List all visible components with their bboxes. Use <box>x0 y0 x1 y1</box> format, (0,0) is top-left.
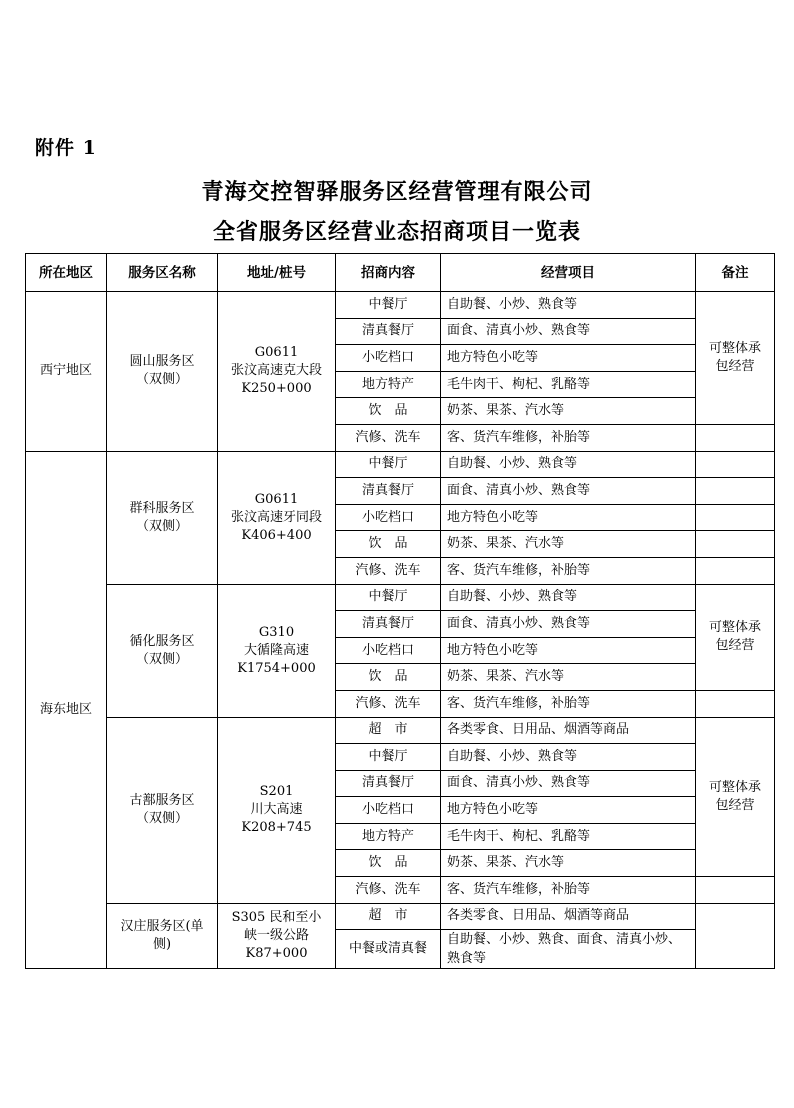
region-xining: 西宁地区 <box>39 363 92 379</box>
content-cell: 超 市 <box>336 903 441 930</box>
address-route: G0611 <box>254 491 299 507</box>
content-cell: 中餐厅 <box>336 292 441 319</box>
title-company: 青海交控智驿服务区经营管理有限公司 <box>201 179 593 205</box>
service-area-name: 群科服务区 <box>129 500 195 516</box>
project-cell: 各类零食、日用品、烟酒等商品 <box>441 903 696 930</box>
remark-line1: 可整体承 <box>708 340 761 356</box>
remark-empty <box>696 690 775 717</box>
content-cell: 中餐或清真餐 <box>336 930 441 969</box>
address-section: 大循隆高速 <box>243 642 309 658</box>
address-route: S201 <box>259 784 294 800</box>
service-area-name: 圆山服务区 <box>129 354 195 370</box>
project-cell: 地方特色小吃等 <box>441 637 696 664</box>
content-cell: 中餐厅 <box>336 584 441 611</box>
service-area-side: （双侧） <box>135 651 188 667</box>
remark-cell <box>696 292 775 425</box>
project-cell: 面食、清真小炒、熟食等 <box>441 611 696 638</box>
project-cell: 毛牛肉干、枸杞、乳酪等 <box>441 823 696 850</box>
address-stake: K1754+000 <box>237 660 316 676</box>
project-cell: 客、货汽车维修，补胎等 <box>441 690 696 717</box>
content-cell: 中餐厅 <box>336 744 441 771</box>
service-area-cell <box>107 292 218 452</box>
table-row <box>26 584 775 611</box>
content-cell: 小吃档口 <box>336 797 441 824</box>
remark-empty <box>696 478 775 505</box>
content-cell: 清真餐厅 <box>336 318 441 345</box>
project-cell: 奶茶、果茶、汽水等 <box>441 850 696 877</box>
address-section: 峡一级公路 <box>243 927 309 943</box>
content-cell: 饮 品 <box>336 531 441 558</box>
address-cell <box>218 717 336 903</box>
service-area-side: （双侧） <box>135 811 188 827</box>
content-cell: 汽修、洗车 <box>336 557 441 584</box>
header-project: 经营项目 <box>441 254 696 292</box>
title-table: 全省服务区经营业态招商项目一览表 <box>212 219 581 245</box>
remark-line1: 可整体承 <box>708 620 761 636</box>
content-cell: 清真餐厅 <box>336 611 441 638</box>
address-cell <box>218 292 336 452</box>
project-cell: 客、货汽车维修，补胎等 <box>441 424 696 451</box>
service-area-cell <box>107 451 218 584</box>
project-cell: 各类零食、日用品、烟酒等商品 <box>441 717 696 744</box>
service-area-name: 循化服务区 <box>129 633 195 649</box>
project-cell: 自助餐、小炒、熟食等 <box>441 292 696 319</box>
service-area-cell <box>107 903 218 969</box>
service-area-cell <box>107 584 218 717</box>
project-cell: 地方特色小吃等 <box>441 504 696 531</box>
address-stake: K208+745 <box>241 820 312 836</box>
project-cell: 地方特色小吃等 <box>441 797 696 824</box>
project-cell: 面食、清真小炒、熟食等 <box>441 478 696 505</box>
remark-line2: 包经营 <box>715 797 755 813</box>
service-area-side: （双侧） <box>135 518 188 534</box>
content-cell: 饮 品 <box>336 398 441 425</box>
remark-empty <box>696 903 775 969</box>
project-cell: 奶茶、果茶、汽水等 <box>441 531 696 558</box>
header-service-area: 服务区名称 <box>107 254 218 292</box>
header-remark: 备注 <box>696 254 775 292</box>
remark-empty <box>696 557 775 584</box>
address-cell <box>218 903 336 969</box>
address-stake: K250+000 <box>241 381 312 397</box>
project-cell: 自助餐、小炒、熟食等 <box>441 584 696 611</box>
content-cell: 小吃档口 <box>336 504 441 531</box>
remark-cell <box>696 717 775 877</box>
attachment-label: 附件 1 <box>35 137 97 159</box>
service-area-side: 侧) <box>152 936 172 952</box>
content-cell: 地方特产 <box>336 823 441 850</box>
table-row <box>26 717 775 744</box>
table-row <box>26 451 775 478</box>
header-address: 地址/桩号 <box>218 254 336 292</box>
remark-empty <box>696 451 775 478</box>
table-row <box>26 903 775 930</box>
content-cell: 小吃档口 <box>336 345 441 372</box>
project-cell: 奶茶、果茶、汽水等 <box>441 398 696 425</box>
project-cell: 自助餐、小炒、熟食、面食、清真小炒、熟食等 <box>441 930 696 969</box>
service-area-table <box>25 253 775 969</box>
content-cell: 中餐厅 <box>336 451 441 478</box>
address-route: G310 <box>258 624 295 640</box>
content-cell: 饮 品 <box>336 850 441 877</box>
address-route: G0611 <box>254 345 299 361</box>
content-cell: 汽修、洗车 <box>336 424 441 451</box>
content-cell: 清真餐厅 <box>336 770 441 797</box>
project-cell: 自助餐、小炒、熟食等 <box>441 744 696 771</box>
content-cell: 小吃档口 <box>336 637 441 664</box>
project-cell: 毛牛肉干、枸杞、乳酪等 <box>441 371 696 398</box>
project-cell: 面食、清真小炒、熟食等 <box>441 770 696 797</box>
region-haidong: 海东地区 <box>39 701 92 717</box>
region-cell <box>26 451 107 969</box>
remark-line1: 可整体承 <box>708 779 761 795</box>
content-cell: 超 市 <box>336 717 441 744</box>
address-stake: K87+000 <box>245 945 308 961</box>
remark-empty <box>696 877 775 904</box>
service-area-name: 古鄯服务区 <box>129 793 195 809</box>
table-row <box>26 292 775 319</box>
content-cell: 饮 品 <box>336 664 441 691</box>
region-cell <box>26 292 107 452</box>
header-region: 所在地区 <box>26 254 107 292</box>
service-area-cell <box>107 717 218 903</box>
remark-line2: 包经营 <box>715 638 755 654</box>
address-stake: K406+400 <box>241 527 312 543</box>
remark-empty <box>696 531 775 558</box>
content-cell: 汽修、洗车 <box>336 690 441 717</box>
service-area-side: （双侧） <box>135 372 188 388</box>
project-cell: 自助餐、小炒、熟食等 <box>441 451 696 478</box>
address-route: S305 民和至小 <box>231 909 322 925</box>
address-cell <box>218 584 336 717</box>
content-cell: 汽修、洗车 <box>336 877 441 904</box>
project-cell: 面食、清真小炒、熟食等 <box>441 318 696 345</box>
address-section: 张汶高速克大段 <box>230 363 322 379</box>
remark-empty <box>696 504 775 531</box>
remark-empty <box>696 424 775 451</box>
service-area-name: 汉庄服务区(单 <box>120 918 204 934</box>
content-cell: 地方特产 <box>336 371 441 398</box>
address-section: 张汶高速牙同段 <box>230 509 322 525</box>
address-cell <box>218 451 336 584</box>
table-header-row <box>26 254 775 292</box>
content-cell: 清真餐厅 <box>336 478 441 505</box>
project-cell: 地方特色小吃等 <box>441 345 696 372</box>
address-section: 川大高速 <box>250 802 303 818</box>
header-content: 招商内容 <box>336 254 441 292</box>
project-cell: 客、货汽车维修，补胎等 <box>441 877 696 904</box>
remark-cell <box>696 584 775 690</box>
project-cell: 奶茶、果茶、汽水等 <box>441 664 696 691</box>
remark-line2: 包经营 <box>715 358 755 374</box>
project-cell: 客、货汽车维修，补胎等 <box>441 557 696 584</box>
